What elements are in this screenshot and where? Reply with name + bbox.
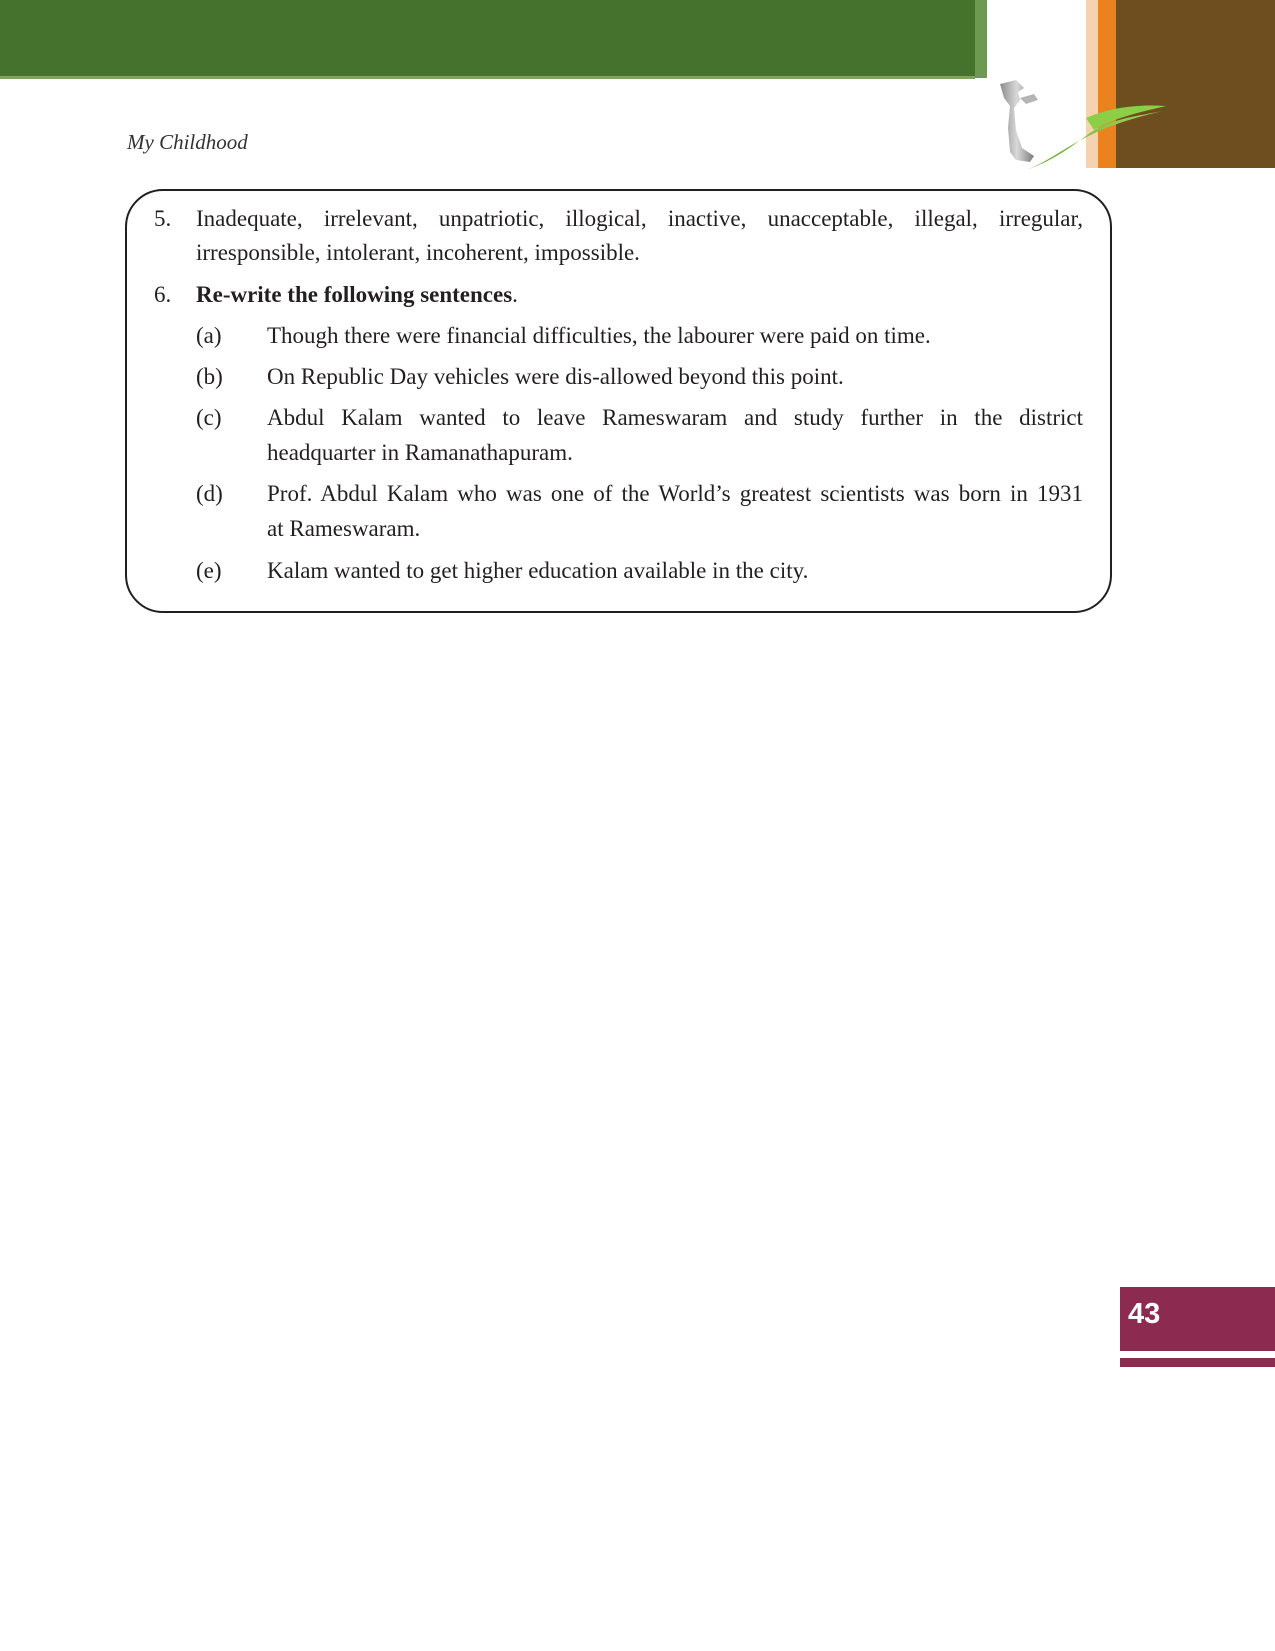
page-number-underline: [1120, 1358, 1275, 1367]
sub-c-line-1: Abdul Kalam wanted to leave Rameswaram and study further in the district: [267, 405, 1083, 430]
sub-label-e: (e): [196, 558, 222, 583]
item-6-heading: [196, 277, 518, 312]
sub-d-line-2: at Rameswaram.: [267, 516, 421, 541]
sub-b-line-1: On Republic Day vehicles were dis-allowed beyond this point.: [267, 364, 844, 389]
seedling-icon: [990, 78, 1170, 174]
header-green-band: [0, 0, 975, 78]
sub-d-line-1: Prof. Abdul Kalam who was one of the World’s greatest scientists was born in 1931: [267, 481, 1083, 506]
sub-label-c: (c): [196, 405, 222, 430]
item-number-6: 6.: [154, 282, 172, 307]
item-6-heading-bold: Re-write the following sentences: [196, 282, 513, 307]
header-green-band-edge: [0, 76, 975, 79]
sub-e-line-1: Kalam wanted to get higher education available in the city.: [267, 558, 809, 583]
header-band-notch: [975, 0, 987, 78]
item-5-line-1: Inadequate, irrelevant, unpatriotic, illogical, inactive, unacceptable, illegal, irregular,: [196, 206, 1083, 231]
sub-label-a: (a): [196, 323, 222, 348]
running-title: My Childhood: [127, 130, 248, 154]
sub-a-line-1: Though there were financial difficulties, the labourer were paid on time.: [267, 323, 931, 348]
item-5-line-2: irresponsible, intolerant, incoherent, impossible.: [196, 240, 640, 265]
sub-label-d: (d): [196, 481, 223, 506]
sub-label-b: (b): [196, 364, 223, 389]
page-number: 43: [1128, 1298, 1161, 1330]
item-6-heading-punct: .: [512, 282, 518, 307]
sub-c-line-2: headquarter in Ramanathapuram.: [267, 440, 573, 465]
item-number-5: 5.: [154, 206, 172, 231]
